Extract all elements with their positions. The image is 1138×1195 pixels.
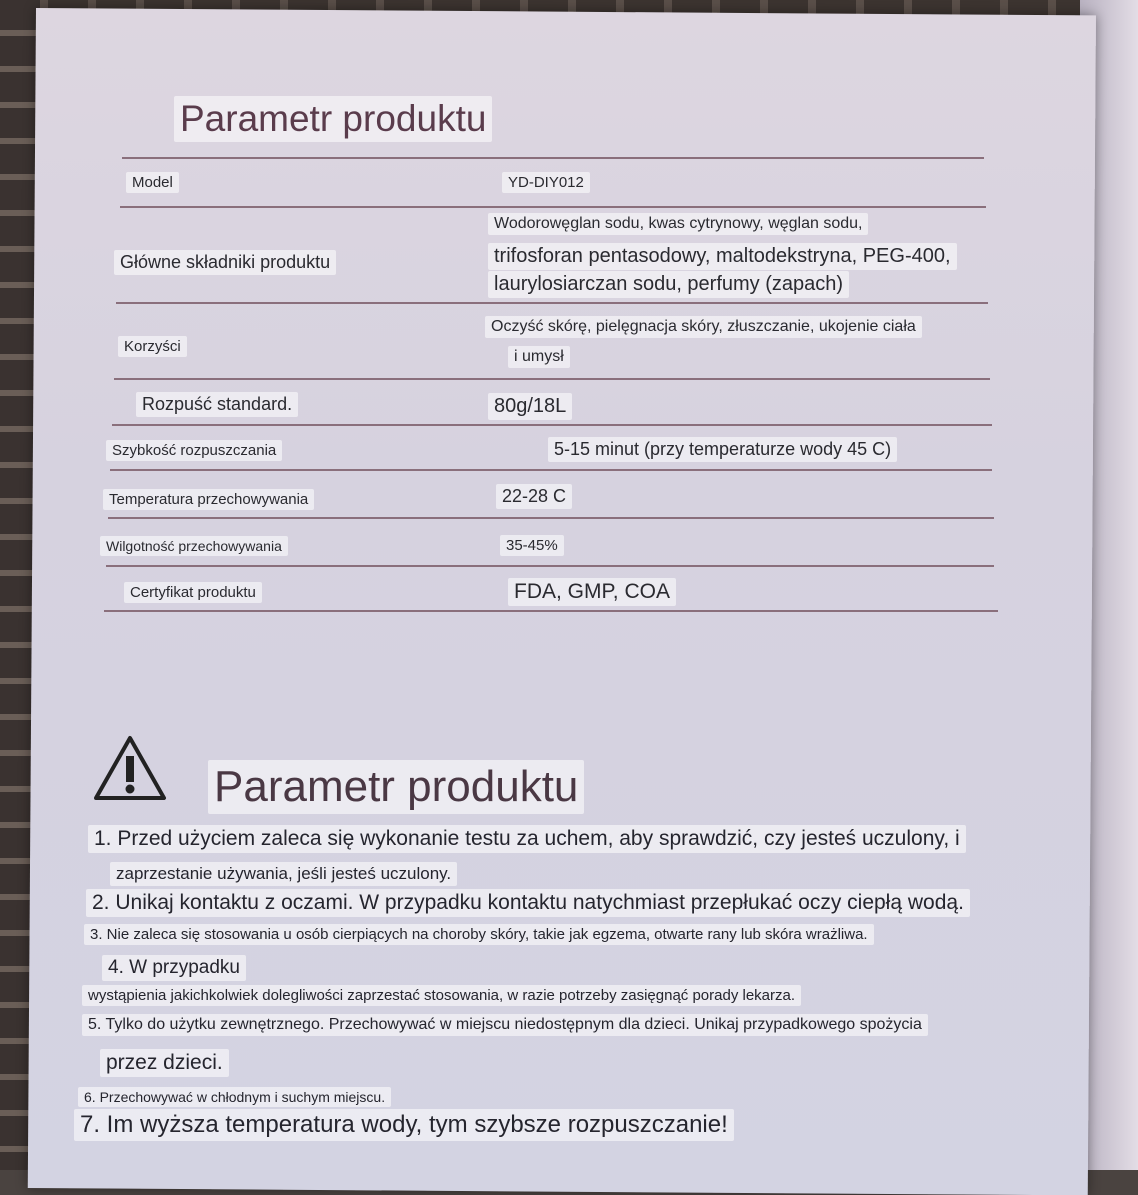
- row-label-ingredients: Główne składniki produktu: [114, 250, 336, 275]
- warning-line: 3. Nie zaleca się stosowania u osób cierpiących na choroby skóry, takie jak egzema, otwarte rany lub skóra wrażliwa.: [84, 924, 874, 945]
- warning-line: 1. Przed użyciem zaleca się wykonanie testu za uchem, aby sprawdzić, czy jesteś uczulony, i: [88, 825, 966, 853]
- row-value-benefits-line: i umysł: [508, 346, 570, 368]
- warning-line: wystąpienia jakichkolwiek dolegliwości zaprzestać stosowania, w razie potrzeby zasięgnąć porady lekarza.: [82, 985, 801, 1006]
- row-value-dissolve-standard: 80g/18L: [488, 393, 572, 420]
- row-label-dissolve-standard: Rozpuść standard.: [136, 392, 298, 417]
- table-rule: [104, 610, 998, 612]
- row-value-model: YD-DIY012: [502, 172, 590, 193]
- warning-line: 5. Tylko do użytku zewnętrznego. Przechowywać w miejscu niedostępnym dla dzieci. Unikaj przypadkowego spożycia: [82, 1014, 928, 1036]
- warning-line: 6. Przechowywać w chłodnym i suchym miejscu.: [78, 1087, 391, 1107]
- row-value-ingredients-line: trifosforan pentasodowy, maltodekstryna, PEG-400,: [488, 243, 957, 270]
- table-rule: [106, 565, 994, 567]
- row-value-ingredients-line: laurylosiarczan sodu, perfumy (zapach): [488, 271, 849, 298]
- section-title: Parametr produktu: [208, 760, 584, 814]
- table-rule: [112, 424, 992, 426]
- row-label-storage-humidity: Wilgotność przechowywania: [100, 536, 288, 556]
- warning-line: przez dzieci.: [100, 1049, 229, 1077]
- row-value-storage-humidity: 35-45%: [500, 535, 564, 556]
- warning-triangle-icon: [92, 734, 168, 804]
- table-rule: [110, 469, 992, 471]
- row-value-storage-temp: 22-28 C: [496, 484, 572, 509]
- row-label-certificate: Certyfikat produktu: [124, 582, 262, 603]
- row-value-ingredients-line: Wodorowęglan sodu, kwas cytrynowy, węglan sodu,: [488, 213, 868, 235]
- section-title: Parametr produktu: [174, 96, 492, 142]
- row-value-benefits-line: Oczyść skórę, pielęgnacja skóry, złuszczanie, ukojenie ciała: [485, 316, 922, 338]
- row-value-certificate: FDA, GMP, COA: [508, 578, 676, 606]
- table-rule: [114, 378, 990, 380]
- warning-line: zaprzestanie używania, jeśli jesteś uczulony.: [110, 862, 457, 886]
- warning-line: 2. Unikaj kontaktu z oczami. W przypadku kontaktu natychmiast przepłukać oczy ciepłą wodą.: [86, 889, 970, 917]
- row-label-dissolve-speed: Szybkość rozpuszczania: [106, 440, 282, 461]
- row-label-model: Model: [126, 172, 179, 193]
- row-label-benefits: Korzyści: [118, 336, 187, 357]
- row-label-storage-temp: Temperatura przechowywania: [103, 489, 314, 510]
- warning-line: 4. W przypadku: [102, 955, 246, 981]
- table-rule: [116, 302, 988, 304]
- warning-line: 7. Im wyższa temperatura wody, tym szybsze rozpuszczanie!: [74, 1109, 734, 1141]
- row-value-dissolve-speed: 5-15 minut (przy temperaturze wody 45 C): [548, 437, 897, 462]
- table-rule: [108, 517, 994, 519]
- table-rule: [120, 206, 986, 208]
- table-rule: [122, 157, 984, 159]
